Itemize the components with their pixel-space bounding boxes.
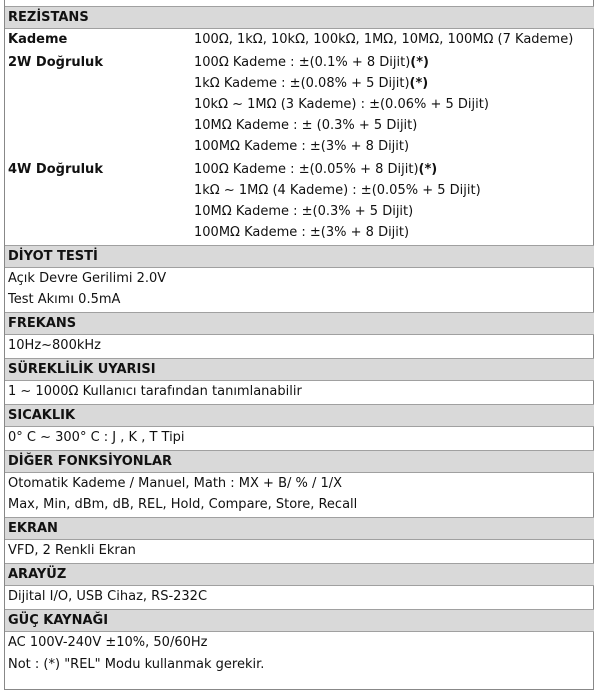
section-header-sureklilik: SÜREKLİLİK UYARISI <box>5 358 594 381</box>
guc-note: Not : (*) "REL" Modu kullanmak gerekir. <box>8 657 265 672</box>
section-header-guc: GÜÇ KAYNAĞI <box>5 609 594 632</box>
frekans-line-1: 10Hz~800kHz <box>8 338 101 353</box>
w4-line-1: 100Ω Kademe : ±(0.05% + 8 Dijit)(*) <box>194 162 438 177</box>
note-marker: (*) <box>409 76 429 91</box>
w2-line-1: 100Ω Kademe : ±(0.1% + 8 Dijit)(*) <box>194 55 429 70</box>
kademe-value: 100Ω, 1kΩ, 10kΩ, 100kΩ, 1MΩ, 10MΩ, 100MΩ (7 Kademe) <box>194 32 574 47</box>
section-header-arayuz: ARAYÜZ <box>5 563 594 586</box>
guc-line-1: AC 100V-240V ±10%, 50/60Hz <box>8 635 208 650</box>
diyot-line-2: Test Akımı 0.5mA <box>8 292 121 307</box>
diger-line-1: Otomatik Kademe / Manuel, Math : MX + B/ % / 1/X <box>8 476 343 491</box>
w2-line-2: 1kΩ Kademe : ±(0.08% + 5 Dijit)(*) <box>194 76 429 91</box>
section-header-sicaklik: SICAKLIK <box>5 404 594 427</box>
section-header-diger: DİĞER FONKSİYONLAR <box>5 450 594 473</box>
note-marker: (*) <box>418 162 438 177</box>
section-header-diyot: DİYOT TESTİ <box>5 245 594 268</box>
kademe-label: Kademe <box>8 32 68 47</box>
w2-line-5: 100MΩ Kademe : ±(3% + 8 Dijit) <box>194 139 410 154</box>
w4-line-3: 10MΩ Kademe : ±(0.3% + 5 Dijit) <box>194 204 414 219</box>
note-marker: (*) <box>410 55 429 70</box>
section-header-rezistans: REZİSTANS <box>5 6 594 29</box>
diger-line-2: Max, Min, dBm, dB, REL, Hold, Compare, Store, Recall <box>8 497 358 512</box>
w4-line-2: 1kΩ ~ 1MΩ (4 Kademe) : ±(0.05% + 5 Dijit) <box>194 183 481 198</box>
w4-line-4: 100MΩ Kademe : ±(3% + 8 Dijit) <box>194 225 410 240</box>
w4-accuracy-label: 4W Doğruluk <box>8 162 103 177</box>
w2-line-3: 10kΩ ~ 1MΩ (3 Kademe) : ±(0.06% + 5 Dijit) <box>194 97 489 112</box>
diyot-line-1: Açık Devre Gerilimi 2.0V <box>8 271 167 286</box>
ekran-line-1: VFD, 2 Renkli Ekran <box>8 543 136 558</box>
section-header-ekran: EKRAN <box>5 517 594 540</box>
w2-line-4: 10MΩ Kademe : ± (0.3% + 5 Dijit) <box>194 118 418 133</box>
sureklilik-line-1: 1 ~ 1000Ω Kullanıcı tarafından tanımlanabilir <box>8 384 302 399</box>
arayuz-line-1: Dijital I/O, USB Cihaz, RS-232C <box>8 589 208 604</box>
w2-accuracy-label: 2W Doğruluk <box>8 55 103 70</box>
section-header-frekans: FREKANS <box>5 312 594 335</box>
sicaklik-line-1: 0° C ~ 300° C : J , K , T Tipi <box>8 430 185 445</box>
